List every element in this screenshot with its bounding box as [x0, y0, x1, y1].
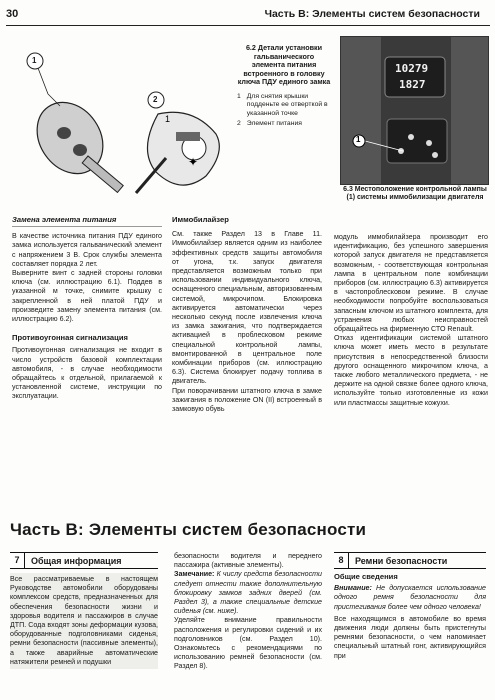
key-illustration	[8, 36, 233, 206]
figure-6-2-caption	[237, 44, 331, 129]
section-8-title: Ремни безопасности	[355, 555, 448, 566]
legend-text: Элемент питания	[246, 120, 302, 128]
part-title: Часть В: Элементы систем безопасности	[10, 520, 367, 539]
svg-text:✦: ✦	[188, 155, 199, 169]
paragraph: Противоугонная сигнализация не входит в число устройств базовой комплектации автомобиля, - в случае необходимости обращайтесь к отдельной, прилагаемой к установленной системе, инструкции по эксплуатации.	[12, 346, 162, 401]
warning	[334, 584, 486, 612]
paragraph: Все находящимся в автомобиле во время движения люди должны быть пристегнуты ремнями безопасности, о чем напоминает специальный штатный гонг, активирующийся при	[334, 614, 486, 660]
legend-num: 1	[237, 92, 241, 100]
paragraph: Выверните винт с задней стороны головки ключа (см. иллюстрацию 6.1). Поддев в указанной м точке, снимите крышку с закрепленной в ней платой ПДУ и произведите замену элемента питания (см. иллюстрацию 6.2).	[12, 269, 162, 324]
key-drawing-2	[136, 112, 219, 193]
middle-column	[172, 215, 322, 414]
section-7-bar	[10, 552, 158, 569]
warning-text: Не допускается использование одного ремня безопасности для пристегивания более чем одного человека!	[334, 584, 486, 611]
figure-label-2: 2	[153, 95, 158, 104]
section-8-content	[334, 572, 486, 661]
section-8-bar	[334, 552, 486, 569]
heading-battery-replacement: Замена элемента питания	[12, 215, 162, 227]
legend-text: Для снятия крышки подденьте ее отверткой в указанной точке	[246, 92, 328, 117]
heading-immobilizer: Иммобилайзер	[172, 215, 229, 224]
dashboard-photo	[340, 36, 489, 185]
heading-alarm: Противоугонная сигнализация	[12, 333, 128, 343]
svg-text:1: 1	[165, 114, 171, 124]
running-title: Часть В: Элементы систем безопасности	[264, 8, 480, 20]
dashboard-illustration	[341, 37, 488, 184]
fig62-legend-item	[237, 120, 331, 128]
paragraph: В качестве источника питания ПДУ единого замка используется гальванический элемент с напряжением 3 В. Срок службы элемента составляет порядка 2 лет.	[12, 232, 162, 268]
fig62-legend-item	[237, 93, 331, 118]
trip-readout: 1827	[399, 78, 426, 91]
section-7-title: Общая информация	[31, 555, 122, 566]
note-text: К числу средств безопасности следует отнести также дополнительную блокировку замков задних дверей (см. Раздел 3), а также специальные детские сиденья (см. ниже).	[174, 570, 322, 616]
section-7-continued	[174, 552, 322, 672]
right-column	[334, 233, 488, 408]
section-7-text	[10, 573, 158, 669]
paragraph: Уделяйте внимание правильности расположения и регулировки сидений и их подголовников (см. Раздел 10). Ознакомьтесь с рекомендациями по использованию ремней безопасности (см. Раздел 8).	[174, 616, 322, 671]
lamp-callout-label: 1	[356, 135, 361, 144]
left-column	[12, 215, 162, 402]
paragraph: При поворачивании штатного ключа в замке зажигания в положение ON (II) встроенный в замковую обувь	[172, 386, 322, 414]
figure-label-1: 1	[32, 56, 37, 65]
warning-label: Внимание:	[334, 584, 372, 593]
paragraph: безопасности водителя и переднего пассажира (активные элементы).	[174, 552, 322, 570]
note-label: Замечание:	[174, 570, 215, 579]
key-figure-area	[8, 36, 233, 206]
section-8-number: 8	[334, 553, 349, 568]
page-number: 30	[6, 8, 19, 20]
fig62-legend	[237, 93, 331, 129]
paragraph: Все рассматриваемые в настоящем Руководстве автомобили оборудованы комплексом средств, предназначенных для обеспечения безопасности жизни и здоровья водителя и пассажиров в случае ДТП. Сода входят зоны деформации кузова, оборудованные подголовниками сиденья, ремни безопасности (пассивные элементы), а также аварийные автоматические натяжители ремней и подушки	[10, 575, 158, 666]
note	[174, 570, 322, 616]
paragraph: Отказ идентификации системой штатного ключа может иметь место в результате присутствия в непосредственной близости другого оснащенного микрочипом ключа, а также любого металлического предмета, - не держите на одной связке более одного ключа, используйте только изготовленные из кожи или пластмассы защитные кожухи.	[334, 334, 488, 407]
page-header	[6, 8, 490, 26]
key-drawing-1	[24, 68, 124, 192]
figure-6-3-caption: 6.3 Местоположение контрольной лампы (1) системы иммобилизации двигателя	[343, 186, 487, 202]
section-7-number: 7	[10, 553, 25, 568]
section-8-subheading: Общие сведения	[334, 572, 398, 581]
paragraph: См. также Раздел 13 в Главе 11. Иммобилайзер является одним из наиболее эффективных средств защиты автомобиля от угона, т.к. запуск двигателя представляется возможным только при использовании индивидуального ключа, оснащенного специальным, авторизованным системой, микрочипом. Блокировка активируется автоматически через несколько секунд после извлечения ключа из замка зажигания, что подтверждается активацией в проблесковом режиме специальной контрольной лампы, вмонтированной в центральное поле комбинации приборов (см. иллюстрацию 6.3). Система блокирует подачу топлива в двигатель.	[172, 230, 322, 386]
fig62-caption-text: 6.2 Детали установки гальванического элемента питания встроенного в головку ключа ПДУ единого замка	[237, 43, 331, 87]
legend-num: 2	[237, 120, 241, 128]
paragraph: модуль иммобилайзера производит его идентификацию, без успешного завершения которой запуск двигателя не представляется возможным, - соответствующая контрольная лампа в центральном поле комбинации приборов (см. иллюстрацию 6.3) активируется в частопроблесковом режиме. В случае необходимости попробуйте воспользоваться запасным ключом из штатного комплекта, для устранения любых неисправностей обращайтесь на фирменную СТО Renault.	[334, 233, 488, 334]
odometer-readout: 10279	[395, 62, 429, 75]
